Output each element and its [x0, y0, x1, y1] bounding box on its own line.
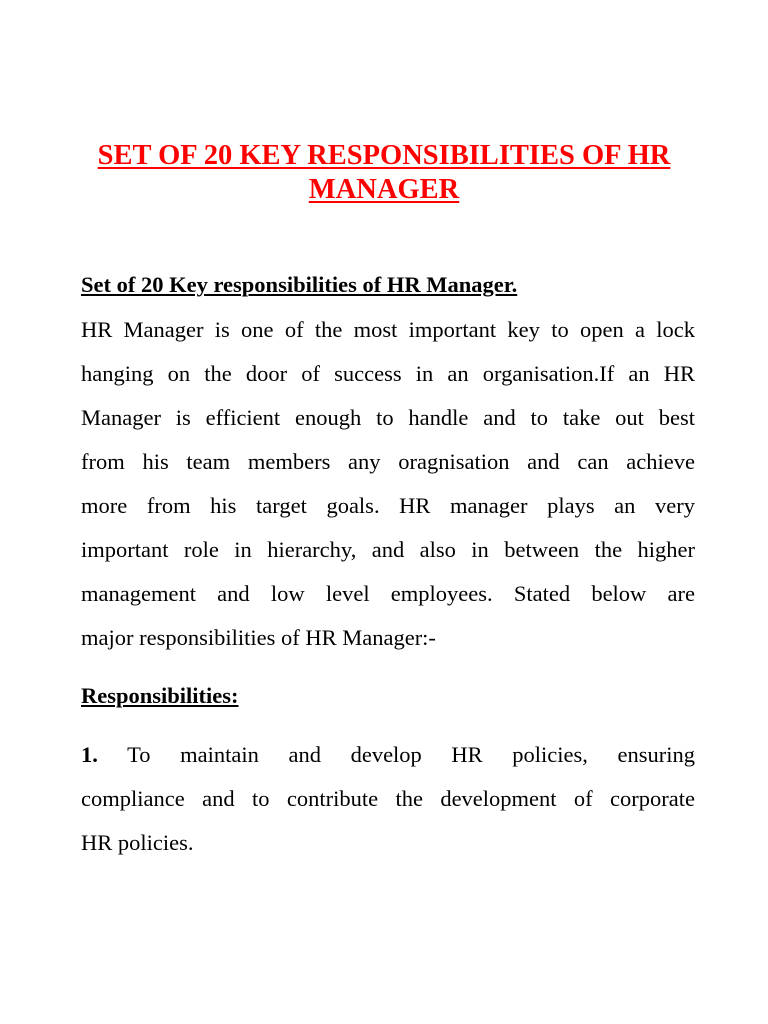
intro-line: more from his target goals. HR manager plays an very — [81, 493, 695, 518]
item-line: compliance and to contribute the development of corporate — [81, 786, 695, 811]
section-subheading: Set of 20 Key responsibilities of HR Manager. — [81, 272, 518, 297]
intro-line: management and low level employees. Stated below are — [81, 581, 695, 606]
document-title-line-2: MANAGER — [308, 174, 460, 205]
item-number: 1. — [81, 742, 98, 767]
item-text: To maintain and develop HR policies, ensuring — [127, 742, 696, 767]
responsibilities-heading: Responsibilities: — [81, 683, 239, 708]
responsibility-item-1 — [81, 740, 695, 872]
item-line — [81, 740, 695, 784]
intro-line: important role in hierarchy, and also in between the higher — [81, 537, 695, 562]
intro-line: major responsibilities of HR Manager:- — [81, 625, 436, 650]
intro-line: hanging on the door of success in an organisation.If an HR — [81, 361, 695, 386]
item-line: HR policies. — [81, 830, 194, 855]
intro-line: Manager is efficient enough to handle and to take out best — [81, 405, 695, 430]
intro-line: from his team members any oragnisation and can achieve — [81, 449, 695, 474]
intro-line: HR Manager is one of the most important key to open a lock — [81, 317, 695, 342]
intro-paragraph — [81, 315, 695, 667]
document-title-line-1: SET OF 20 KEY RESPONSIBILITIES OF HR — [97, 140, 671, 171]
